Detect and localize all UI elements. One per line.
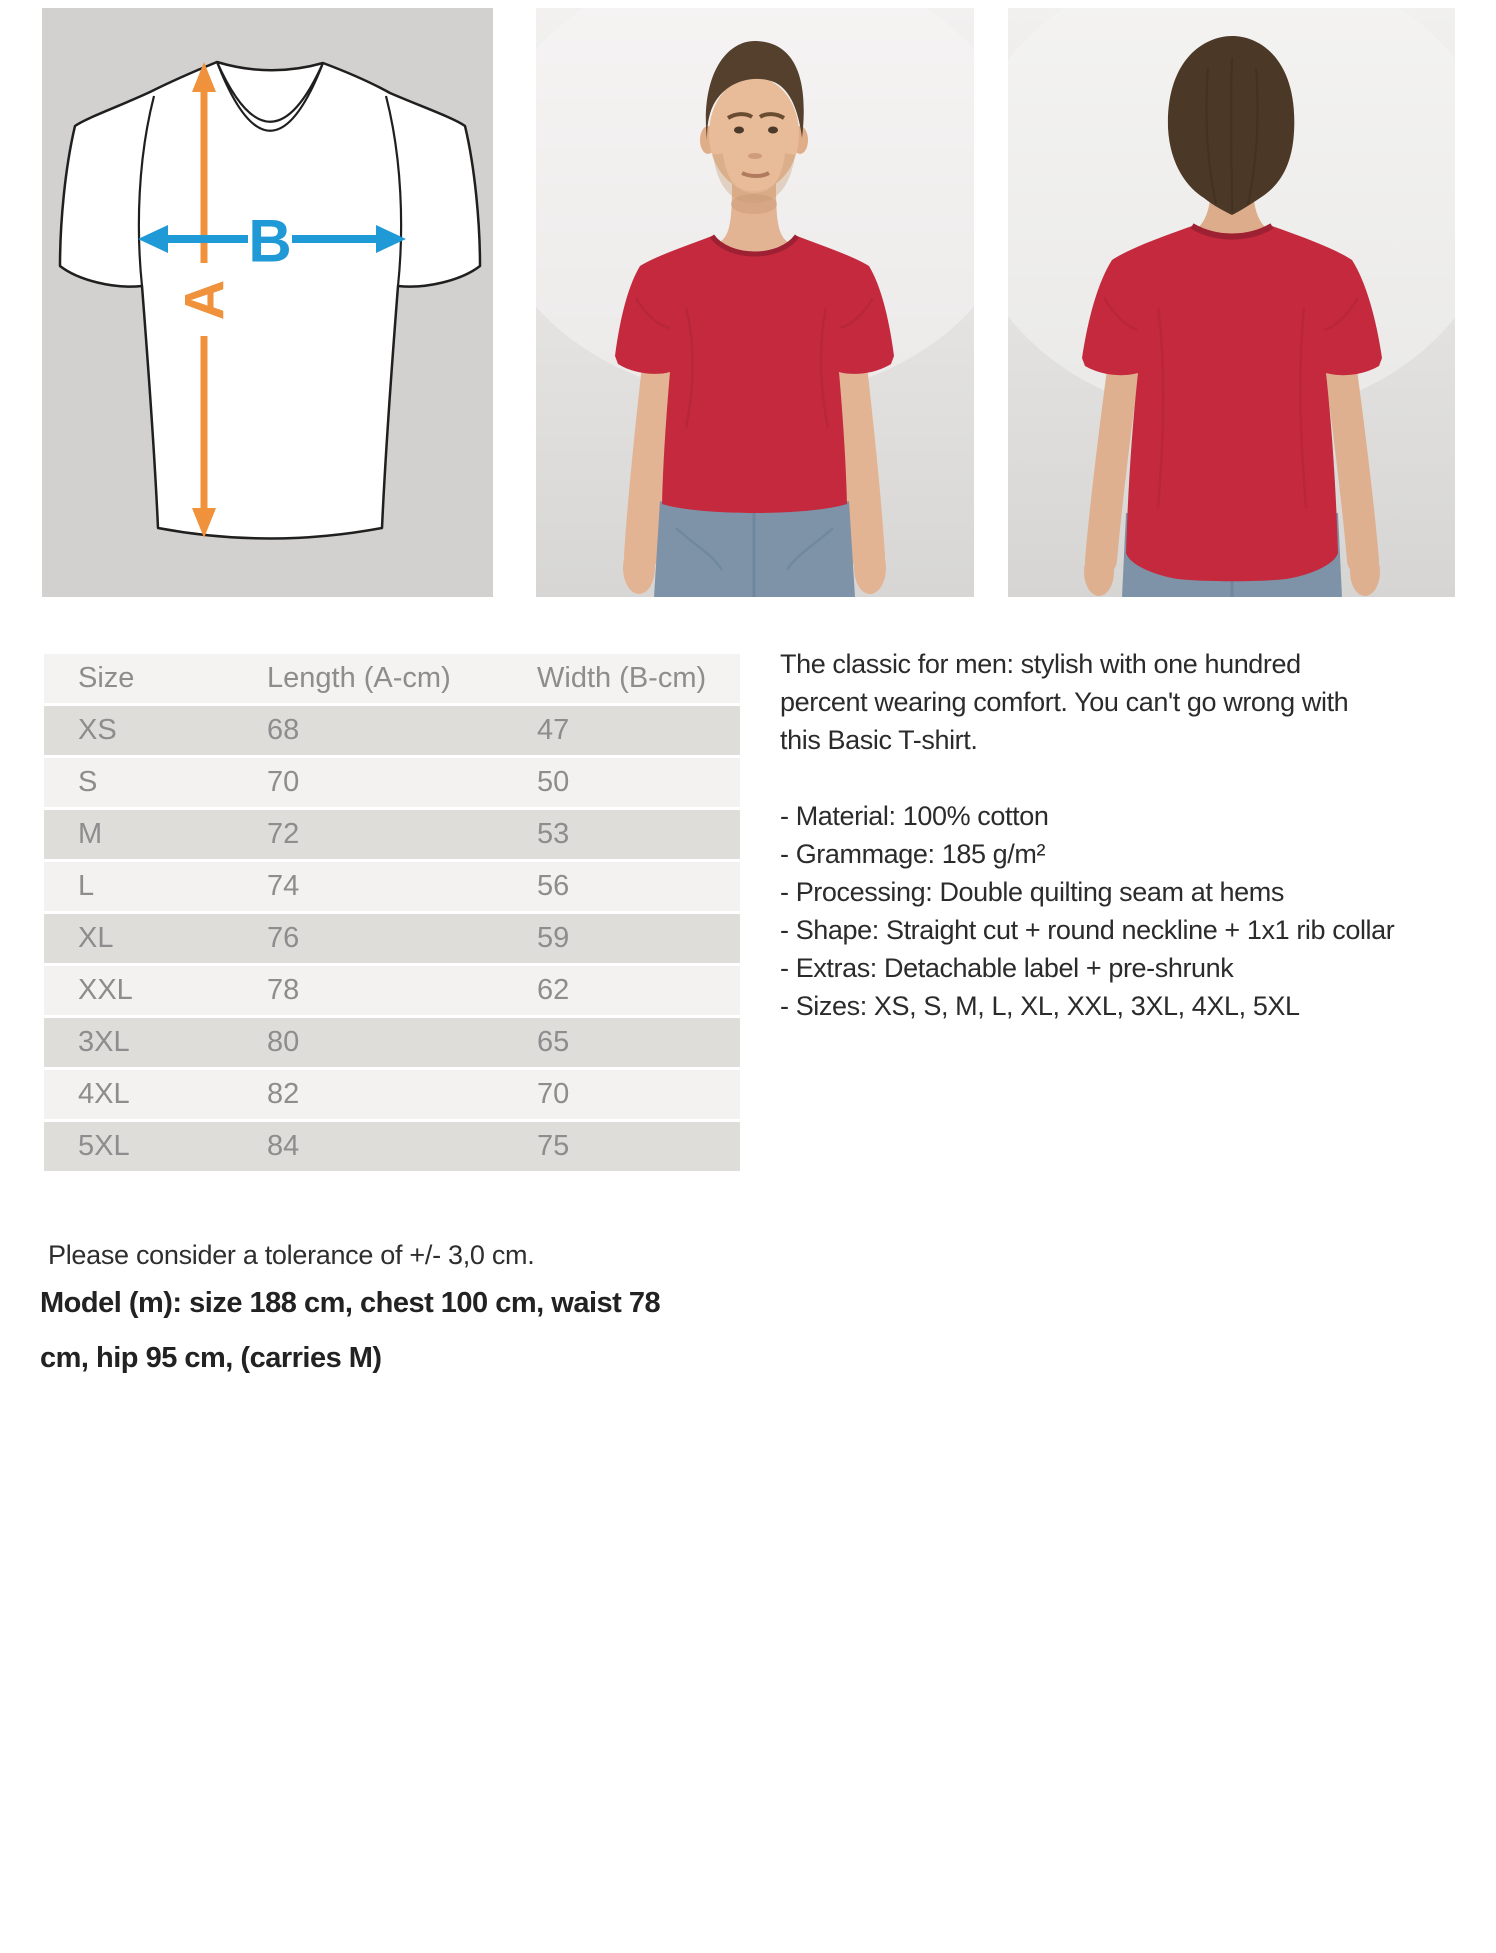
size-table-header-row [44, 654, 740, 703]
width-cell: 62 [537, 974, 570, 1006]
bullet-shape: - Shape: Straight cut + round neckline + 1x1 rib collar [780, 915, 1395, 945]
width-cell: 65 [537, 1026, 570, 1058]
size-cell: 4XL [78, 1078, 130, 1110]
label-a: A [172, 279, 236, 321]
width-cell: 56 [537, 870, 570, 902]
left-arm [641, 358, 660, 556]
tshirt-outline-drawing [42, 8, 493, 597]
tolerance-note: Please consider a tolerance of +/- 3,0 cm. [48, 1240, 535, 1270]
header-size: Size [78, 662, 135, 694]
length-cell: 76 [267, 922, 300, 954]
size-cell: S [78, 766, 98, 798]
width-cell: 59 [537, 922, 570, 954]
bullet-processing: - Processing: Double quilting seam at hems [780, 877, 1284, 907]
right-hand [854, 542, 886, 594]
table-row [44, 914, 740, 963]
right-arm [849, 358, 868, 556]
table-row [44, 810, 740, 859]
description-intro: The classic for men: stylish with one hundred percent wearing comfort. You can't go wrong with this Basic T-shirt. [780, 649, 1349, 755]
table-row [44, 862, 740, 911]
length-cell: 80 [267, 1026, 300, 1058]
width-cell: 53 [537, 818, 570, 850]
length-cell: 68 [267, 714, 300, 746]
length-cell: 78 [267, 974, 300, 1006]
length-cell: 74 [267, 870, 300, 902]
model-front-photo [536, 8, 974, 597]
left-hand [1084, 548, 1114, 596]
length-cell: 82 [267, 1078, 300, 1110]
model-back-photo [1008, 8, 1455, 597]
size-cell: 5XL [78, 1130, 130, 1162]
table-row [44, 758, 740, 807]
table-row [44, 706, 740, 755]
right-eye [768, 127, 778, 134]
size-cell: L [78, 870, 95, 902]
width-cell: 75 [537, 1130, 570, 1162]
bullet-grammage: - Grammage: 185 g/m² [780, 839, 1046, 869]
tshirt-measurement-diagram [42, 8, 493, 597]
size-table [44, 654, 740, 1174]
model-info: Model (m): size 188 cm, chest 100 cm, waist 78 cm, hip 95 cm, (carries M) [40, 1287, 661, 1374]
width-cell: 47 [537, 714, 570, 746]
bullet-sizes: - Sizes: XS, S, M, L, XL, XXL, 3XL, 4XL, 5XL [780, 991, 1300, 1021]
bullet-extras: - Extras: Detachable label + pre-shrunk [780, 953, 1234, 983]
width-cell: 50 [537, 766, 570, 798]
model-back-illustration [1008, 8, 1455, 597]
left-hand [623, 542, 655, 594]
length-cell: 70 [267, 766, 300, 798]
bullet-material: - Material: 100% cotton [780, 801, 1049, 831]
jeans [654, 501, 855, 597]
length-cell: 84 [267, 1130, 300, 1162]
header-length: Length (A-cm) [267, 662, 451, 694]
size-cell: 3XL [78, 1026, 130, 1058]
nose [748, 153, 762, 159]
table-row [44, 1018, 740, 1067]
table-row [44, 1122, 740, 1171]
label-b: B [248, 207, 292, 275]
size-cell: XS [78, 714, 117, 746]
length-cell: 72 [267, 818, 300, 850]
size-cell: XL [78, 922, 114, 954]
tshirt-outline [60, 62, 480, 539]
size-cell: XXL [78, 974, 133, 1006]
left-eye [734, 127, 744, 134]
product-description [780, 645, 1470, 1025]
right-hand [1350, 548, 1380, 596]
model-front-illustration [536, 8, 974, 597]
width-cell: 70 [537, 1078, 570, 1110]
header-width: Width (B-cm) [537, 662, 707, 694]
table-row [44, 1070, 740, 1119]
table-row [44, 966, 740, 1015]
size-cell: M [78, 818, 103, 850]
